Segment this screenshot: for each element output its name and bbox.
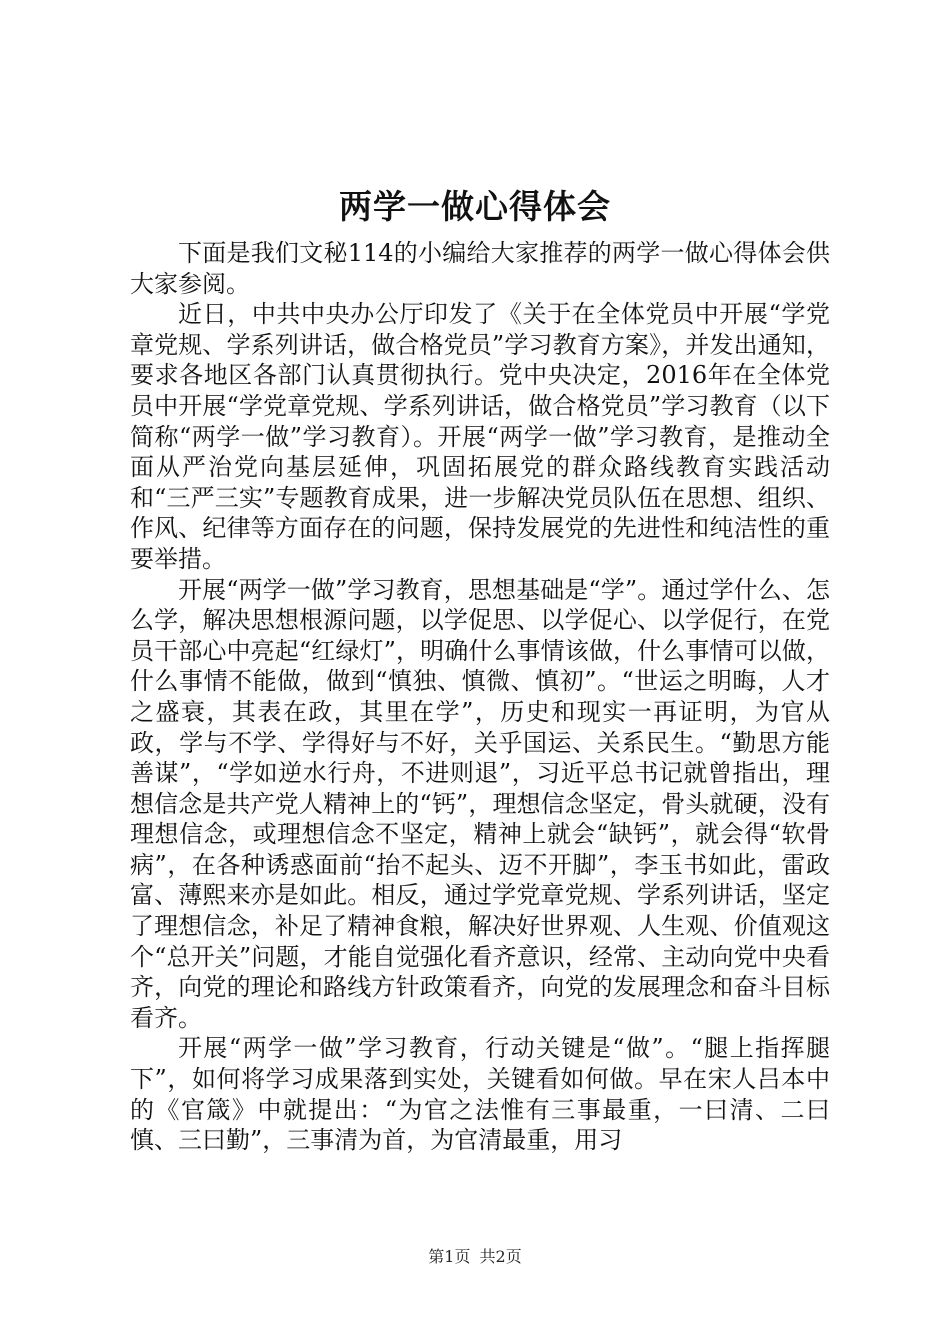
paragraph-study: 开展“两学一做”学习教育，思想基础是“学”。通过学什么、怎么学，解决思想根源问题，以学促思、以学促心、以学促行，在党员干部心中亮起“红绿灯”，明确什么事情该做，什么事情可以做，什么事情不能做，做到“慎独、慎微、慎初”。“世运之明晦，人才之盛衰，其表在政，其里在学”，历史和现实一再证明，为官从政，学与不学、学得好与不好，关乎国运、关系民生。“勤思方能善谋”，“学如逆水行舟，不进则退”，习近平总书记就曾指出，理想信念是共产党人精神上的“钙”，理想信念坚定，骨头就硬，没有理想信念，或理想信念不坚定，精神上就会“缺钙”，就会得“软骨病”，在各种诱惑面前“抬不起头、迈不开脚”，李玉书如此，雷政富、薄熙来亦是如此。相反，通过学党章党规、学系列讲话，坚定了理想信念，补足了精神食粮，解决好世界观、人生观、价值观这个“总开关”问题，才能自觉强化看齐意识，经常、主动向党中央看齐，向党的理论和路线方针政策看齐，向党的发展理念和奋斗目标看齐。 (130, 575, 830, 1032)
page-title: 两学一做心得体会 (339, 187, 611, 226)
paragraph-action: 开展“两学一做”学习教育，行动关键是“做”。“腿上指挥腿下”，如何将学习成果落到实处，关键看如何做。早在宋人吕本中的《官箴》中就提出：“为官之法惟有三事最重，一曰清、二曰慎、三曰勤”，三事清为首，为官清最重，用习 (130, 1034, 830, 1155)
paragraph-background: 近日，中共中央办公厅印发了《关于在全体党员中开展“学党章党规、学系列讲话，做合格党员”学习教育方案》，并发出通知，要求各地区各部门认真贯彻执行。党中央决定，2016年在全体党员中开展“学党章党规、学系列讲话，做合格党员”学习教育（以下简称“两学一做”学习教育）。开展“两学一做”学习教育，是推动全面从严治党向基层延伸，巩固拓展党的群众路线教育实践活动和“三严三实”专题教育成果，进一步解决党员队伍在思想、组织、作风、纪律等方面存在的问题，保持发展党的先进性和纯洁性的重要举措。 (130, 300, 830, 573)
page-total: 共2页 (479, 1247, 522, 1266)
page-footer (0, 1246, 950, 1268)
page-number: 第1页 (428, 1247, 471, 1266)
document-body (130, 238, 830, 1156)
paragraph-intro: 下面是我们文秘114的小编给大家推荐的两学一做心得体会供大家参阅。 (130, 239, 830, 298)
